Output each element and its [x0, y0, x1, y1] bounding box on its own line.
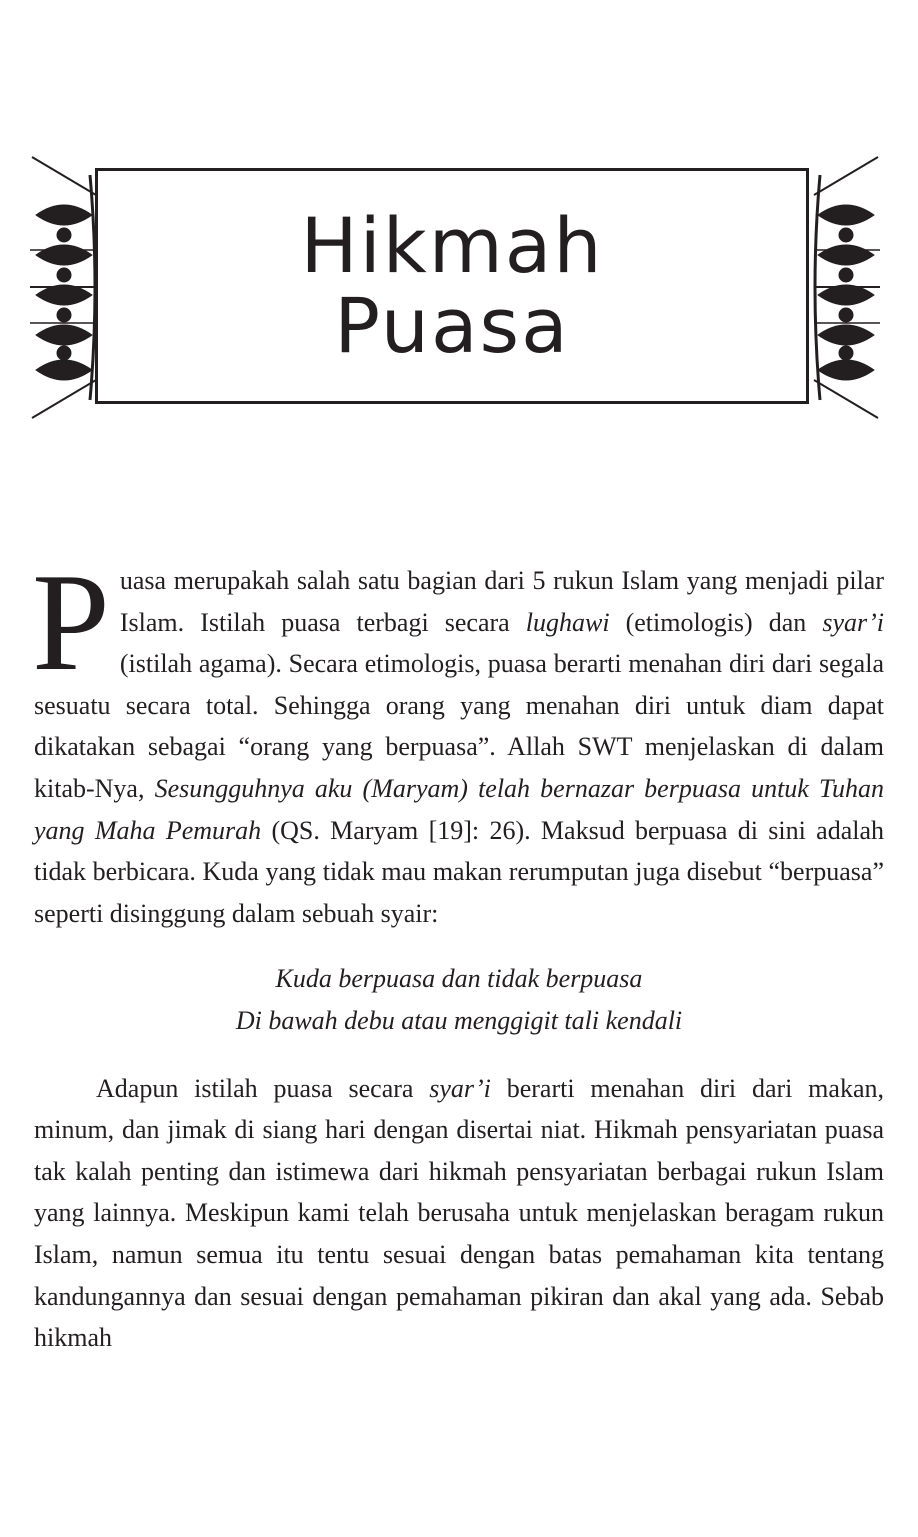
chapter-title-line-2: Puasa: [334, 281, 570, 370]
paragraph-2-text-2: berarti menahan diri dari makan, minum, dan jimak di siang hari dengan disertai niat. Hikmah pensyariatan puasa tak kalah penting dan istimewa dari hikmah pensyariatan berbagai rukun Islam yang lainnya. Meskipun kami telah berusaha untuk menjelaskan beragam rukun Islam, namun semua itu tentu sesuai dengan batas pemahaman kita tentang kandungannya dan sesuai dengan pemahaman pikiran dan akal yang ada. Sebab hikmah: [34, 1073, 884, 1353]
arabesque-ornament-icon: [812, 155, 880, 420]
paragraph-1-italic-3: Sesungguhnya aku (Maryam) telah bernazar berpuasa untuk Tuhan yang Maha Pemurah: [34, 773, 884, 845]
paragraph-1-text-4: (QS. Maryam [19]: 26). Maksud berpuasa di sini adalah tidak berbicara. Kuda yang tidak mau makan rerumputan juga disebut “berpuasa” seperti disinggung dalam sebuah syair:: [34, 815, 884, 928]
poem-line-1: Kuda berpuasa dan tidak berpuasa: [275, 964, 643, 994]
chapter-title-line-1: Hikmah: [300, 201, 604, 290]
paragraph-1: [32, 545, 884, 934]
body-text: [32, 545, 884, 1359]
paragraph-2: [34, 1068, 884, 1359]
paragraph-1-italic-1: lughawi: [525, 607, 610, 637]
arabesque-ornament-icon: [30, 155, 98, 420]
chapter-title-block: [30, 155, 880, 420]
poem-line-2: Di bawah debu atau menggigit tali kendali: [235, 1005, 683, 1035]
paragraph-2-italic-1: syar’i: [429, 1073, 491, 1103]
paragraph-1-text-1: uasa merupakah salah satu bagian dari 5 rukun Islam yang menjadi pilar Islam. Istilah puasa terbagi secara: [119, 566, 884, 637]
paragraph-1-text-2: (etimologis) dan: [609, 607, 823, 637]
paragraph-1-text-3: (istilah agama). Secara etimologis, puasa berarti menahan diri dari segala sesuatu secara total. Sehingga orang yang menahan diri untuk diam dapat dikatakan sebagai “orang yang berpuasa”. Allah SWT menjelaskan di dalam kitab-Nya,: [34, 649, 884, 803]
drop-cap: P: [32, 545, 110, 700]
paragraph-2-text-1: Adapun istilah puasa secara: [96, 1073, 430, 1103]
title-frame: [95, 168, 809, 404]
poem: [34, 958, 884, 1041]
paragraph-1-italic-2: syar’i: [822, 607, 884, 637]
